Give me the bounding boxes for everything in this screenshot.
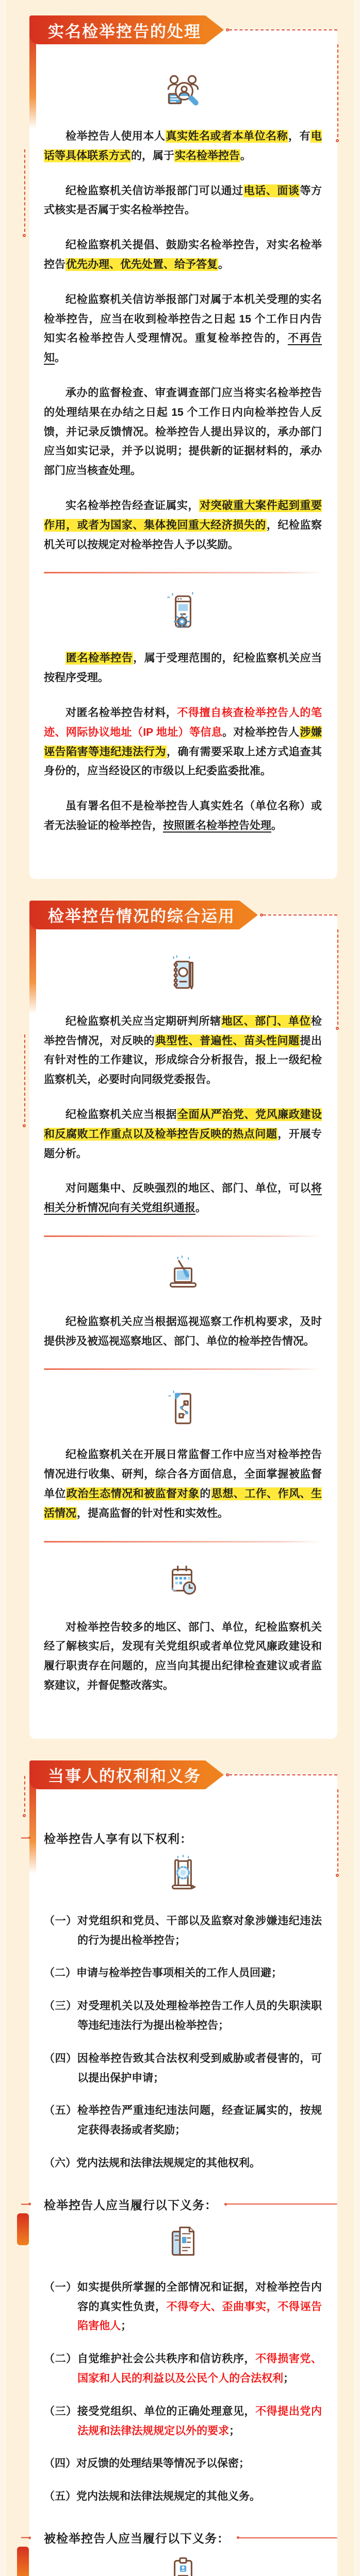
- content-card: [29, 1774, 337, 2576]
- hl-text: 思想、工作、作风、生活情况: [44, 1488, 322, 1519]
- divider-line: [44, 1541, 322, 1543]
- : [21, 2204, 28, 2205]
- dashed-connector: [260, 913, 337, 917]
- banner-arrow-icon: [239, 901, 258, 929]
- laptop-brush-icon: [44, 1255, 322, 1297]
- hl-text: 对突破重大案件起到重要作用，或者为国家、集体挽回重大经济损失的: [44, 499, 322, 531]
- header-rule: [224, 2203, 337, 2206]
- divider-line: [44, 1235, 322, 1237]
- paragraph: [44, 796, 322, 836]
- text-run: （六）党内法规和法律法规规定的其他权利。: [44, 2157, 260, 2170]
- text-run: ；: [229, 2425, 240, 2437]
- header-rule: [237, 2536, 337, 2539]
- : [21, 1837, 28, 1838]
- text-run: 虽有署名但不是检举控告人真实姓名（单位名称）或者无法验证的检举控告，: [44, 800, 322, 832]
- text-run: 对匿名检举控告材料，: [66, 706, 177, 719]
- subsection-title: [44, 2196, 322, 2213]
- text-run: ，开展专题分析。: [44, 1128, 322, 1160]
- dashed-line-left: [24, 149, 25, 232]
- text-run: 对问题集中、反映强烈的地区、部门、单位，可以: [66, 1182, 311, 1195]
- section-title-banner: [29, 1760, 205, 1789]
- section-real-name-handling: [0, 15, 360, 879]
- clipboard-person-icon: [44, 2553, 322, 2576]
- dashed-line-right: [337, 929, 338, 1025]
- paragraph: [44, 181, 322, 221]
- text-run: 提出有针对性的工作建议，形成综合分析报告，报上一级纪检监察机关，必要时向同级党委报告。: [44, 1035, 322, 1086]
- scroll-icon: [44, 1854, 322, 1896]
- section-rights-obligations: [0, 1760, 360, 2576]
- list-item: [44, 2487, 322, 2506]
- text-run: ，提高监督的针对性和实效性。: [77, 1507, 228, 1519]
- list-item: [44, 1963, 322, 1983]
- subsection-title-text: 检举控告人享有以下权利：: [44, 1832, 192, 1845]
- : [239, 2537, 337, 2538]
- calendar-clock-icon: [44, 1560, 322, 1602]
- text-run: 纪检监察机关应当根据: [66, 1108, 177, 1121]
- hl-text: 实名检举控告: [175, 149, 240, 162]
- text-run: ；: [283, 2372, 294, 2385]
- paragraph: [44, 290, 322, 368]
- dashed-line-right: [337, 44, 338, 137]
- hl-text: 匿名检举控告: [66, 652, 133, 665]
- red-text: 不得损害党、国家和人民的利益以及公民个人的合法权利: [77, 2353, 322, 2385]
- edge-connector-icon: [21, 2203, 31, 2206]
- text-run: 纪检监察机关应当定期研判所辖: [66, 1015, 221, 1027]
- banner-arrow-icon: [205, 1760, 224, 1789]
- hl-text: 涉嫌诬告陷害等违纪违法行为: [44, 726, 322, 758]
- text-run: ，纪检监察机关可以按规定对检举控告人予以奖励。: [44, 519, 322, 551]
- subsection-title-text: 被检举控告人应当履行以下义务：: [44, 2532, 230, 2545]
- text-run: （二）自觉维护社会公共秩序和信访秩序，: [44, 2353, 256, 2365]
- edge-connector-icon: [21, 2536, 31, 2539]
- text-run: 。: [240, 149, 251, 162]
- text-run: 的: [200, 1488, 211, 1500]
- list-item: [44, 2049, 322, 2088]
- text-run: 实名检举控告经查证属实，: [66, 499, 200, 512]
- text-run: ，属于受理范围的，纪检监察机关应当按程序受理。: [44, 652, 322, 684]
- section-banner: [29, 15, 337, 44]
- hl-text: 全面从严治党、党风廉政建设和反腐败工作重点以及检举控告反映的热点问题: [44, 1108, 322, 1140]
- : [227, 2204, 337, 2205]
- text-run: 纪检监察机关信访举报部门可以通过: [66, 184, 243, 197]
- divider-line: [44, 1368, 322, 1370]
- paragraph: [44, 1179, 322, 1218]
- text-run: 。对检举控告人: [222, 726, 300, 738]
- text-run: （五）检举控告严重违纪违法问题，经查证属实的，按规定获得表扬或者奖励；: [44, 2105, 322, 2137]
- text-run: 纪检监察机关提倡、鼓励实名检举控告，对实名检举控告: [44, 239, 322, 270]
- text-run: 。: [218, 258, 229, 270]
- dashed-connector: [226, 1773, 337, 1776]
- ul-text: 不再告知: [44, 332, 322, 364]
- section-comprehensive-use: [0, 901, 360, 1739]
- paragraph: [44, 649, 322, 688]
- list-item: [44, 2454, 322, 2473]
- dashed-line-right: [337, 1789, 338, 1872]
- hl-text: 真实姓名或者本单位名称: [166, 130, 288, 142]
- text-run: 对检举控告较多的地区、部门、单位，纪检监察机关经了解核实后，发现有关党组织或者单位党风廉政建设和履行职责存在问题的，应当向其提出纪律检查建议或者监察建议，并督促整改落实。: [44, 1621, 322, 1692]
- red-tab: [17, 2213, 29, 2245]
- hl-text: 典型性、普遍性、苗头性问题: [155, 1035, 300, 1047]
- paragraph: [44, 127, 322, 166]
- list-item: [44, 2278, 322, 2336]
- text-run: 检举控告人使用本人: [66, 130, 166, 142]
- list-item: [44, 2154, 322, 2173]
- section-banner: [29, 901, 337, 929]
- content-card: [29, 29, 337, 879]
- list-item: [44, 2402, 322, 2441]
- text-run: ；: [121, 2320, 132, 2332]
- hl-text: 电话等具体联系方式: [44, 130, 322, 162]
- hl-text: 政治生态情况和被监督对象: [66, 1488, 200, 1500]
- banner-arrow-icon: [205, 15, 224, 44]
- red-text: 不得擅自核查检举控告人的笔迹、网际协议地址（IP 地址）等信息: [44, 706, 322, 738]
- paragraph: [44, 235, 322, 275]
- dashed-line-left: [24, 1035, 25, 1122]
- section-title-banner: [29, 901, 239, 929]
- text-run: 承办的监督检查、审查调查部门应当将实名检举控告的处理结果在办结之日起 15 个工作日内向检举控告人反馈，并记录反馈情况。检举控告人提出异议的，承办部门应当如实记录，并予以说明；提供新的证据材料的，承办部门应当核查处理。: [44, 386, 322, 477]
- text-run: （四）因检举控告致其合法权利受到威胁或者侵害的，可以提出保护申请；: [44, 2052, 322, 2084]
- banner-ribbon-tail: [29, 21, 36, 129]
- text-run: 纪检监察机关信访举报部门对属于本机关受理的实名检举控告，应当在收到检举控告之日起 15 个工作日内告知实名检举控告人受理情况。重复检举控告的，: [44, 293, 322, 345]
- : [21, 2537, 28, 2538]
- document-flow-icon: [44, 1387, 322, 1430]
- list-item: [44, 2101, 322, 2140]
- content-card: [29, 914, 337, 1739]
- text-run: ，确有需要采取上述方式追查其身份的，应当经设区的市级以上纪委监委批准。: [44, 745, 322, 777]
- ul-text: 将相关分析情况向有关党组织通报: [44, 1182, 322, 1214]
- text-run: 。: [271, 819, 282, 832]
- text-run: （三）对受理机关以及处理检举控告工作人员的失职渎职等违纪违法行为提出检举控告；: [44, 2000, 322, 2032]
- section-title: 当事人的权利和义务: [48, 1767, 201, 1786]
- text-run: 的，属于: [131, 149, 174, 162]
- paragraph: [44, 496, 322, 554]
- text-run: 检举控告情况，对反映的: [44, 1015, 322, 1047]
- people-magnifier-icon: [44, 69, 322, 111]
- paragraph: [44, 1105, 322, 1163]
- divider-line: [44, 572, 322, 573]
- section-banner: [29, 1760, 337, 1789]
- text-run: 纪检监察机关在开展日常监督工作中应当对检举控告情况进行收集、研判，综合各方面信息，全面掌握被监督单位: [44, 1449, 322, 1500]
- list-item: [44, 1996, 322, 2036]
- text-run: （五）党内法规和法律法规规定的其他义务。: [44, 2490, 260, 2503]
- hl-text: 地区、部门、单位: [221, 1015, 311, 1027]
- text-run: 纪检监察机关应当根据巡视巡察工作机构要求，及时提供涉及被巡视巡察地区、部门、单位的检举控告情况。: [44, 1315, 322, 1347]
- subsection-title: [44, 1829, 322, 1846]
- paragraph: [44, 703, 322, 781]
- hl-text: 电话、面谈: [243, 184, 300, 197]
- text-run: （一）如实提供所掌握的全部情况和证据，对检举控告内容的真实性负责，: [44, 2281, 322, 2313]
- paragraph: [44, 1445, 322, 1523]
- text-run: ，有: [288, 130, 310, 142]
- paragraph: [44, 1012, 322, 1090]
- text-run: 等方式核实是否属于实名检举控告。: [44, 184, 322, 216]
- list-item: [44, 2349, 322, 2388]
- paragraph: [44, 1618, 322, 1696]
- text-run: （四）对反馈的处理结果等情况予以保密；: [44, 2458, 250, 2470]
- red-tab: [17, 2547, 29, 2576]
- notebook-pen-icon: [44, 954, 322, 996]
- red-text: 不得提出党内法规和法律法规规定以外的要求: [77, 2405, 322, 2437]
- phone-gear-icon: [44, 591, 322, 633]
- section-title: 实名检举控告的处理: [48, 22, 201, 41]
- paragraph: [44, 383, 322, 481]
- banner-ribbon-tail: [29, 906, 36, 1014]
- subsection-title: [44, 2529, 322, 2546]
- banner-ribbon-tail: [29, 1766, 36, 1874]
- dashed-connector: [226, 28, 337, 31]
- red-text: 不得夸大、歪曲事实，不得诬告陷害他人: [77, 2300, 322, 2332]
- section-title-banner: [29, 15, 205, 44]
- : [28, 2536, 31, 2539]
- text-run: 。: [195, 1202, 206, 1214]
- text-run: （一）对党组织和党员、干部以及监察对象涉嫌违纪违法的行为提出检举控告；: [44, 1914, 322, 1946]
- list-item: [44, 1911, 322, 1951]
- hl-text: 优先办理、优先处置、给予答复: [66, 258, 218, 270]
- paragraph: [44, 1312, 322, 1351]
- text-run: （二）申请与检举控告事项相关的工作人员回避；: [44, 1967, 282, 1979]
- dashed-line-left: [24, 1776, 25, 1812]
- text-run: 。: [55, 352, 66, 364]
- printer-document-icon: [44, 2220, 322, 2262]
- section-title: 检举控告情况的综合运用: [48, 907, 235, 926]
- text-run: （三）接受党组织、单位的正确处理意见，: [44, 2405, 256, 2417]
- subsection-title-text: 检举控告人应当履行以下义务：: [44, 2198, 217, 2212]
- ul-text: 按照匿名检举控告处理: [163, 819, 271, 832]
- : [28, 2203, 31, 2206]
